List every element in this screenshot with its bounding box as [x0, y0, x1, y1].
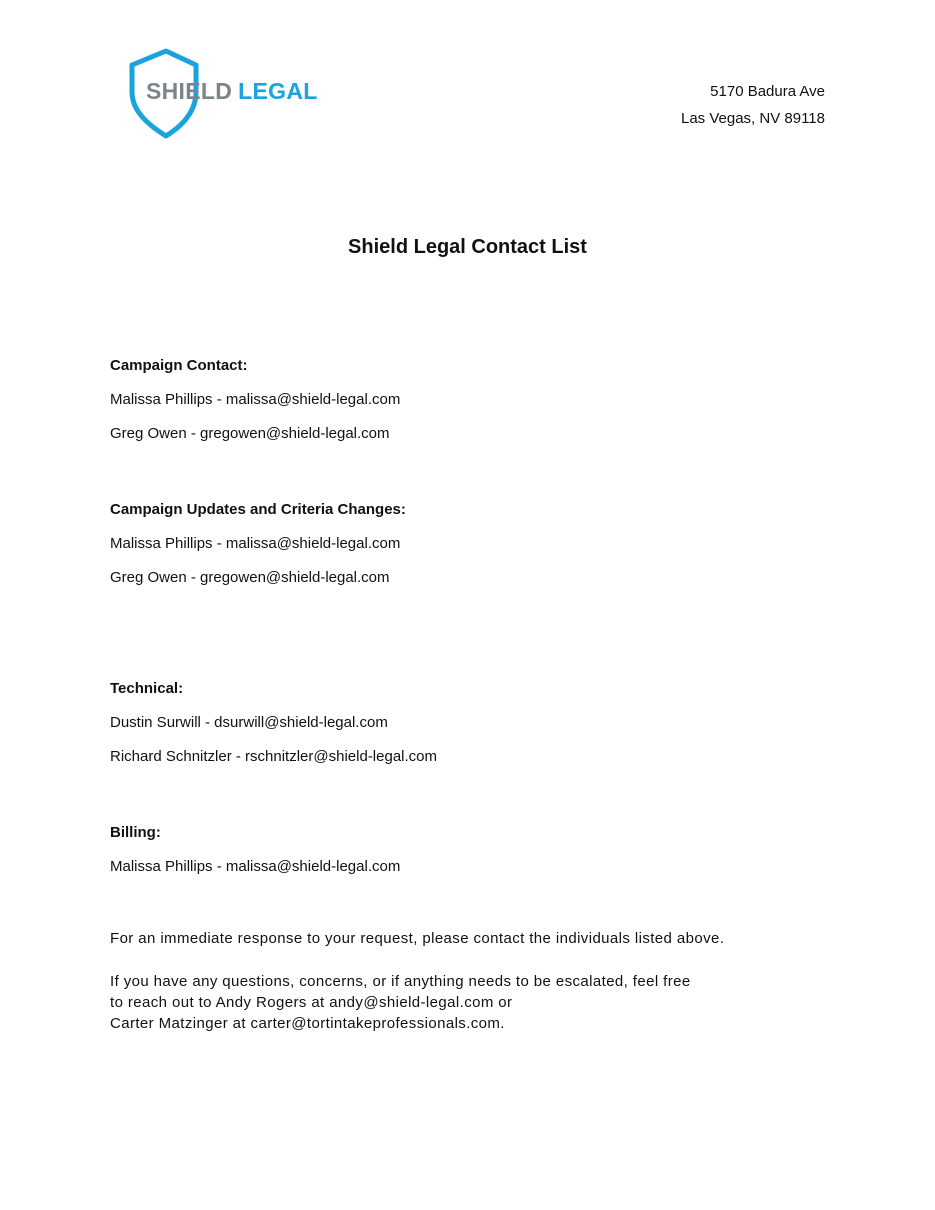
escalation-line: Carter Matzinger at carter@tortintakeprofessionals.com. — [110, 1015, 505, 1032]
address-line-street: 5170 Badura Ave — [710, 83, 825, 100]
contact-line: Malissa Phillips - malissa@shield-legal.com — [110, 858, 401, 875]
logo-word-legal: LEGAL — [238, 78, 318, 104]
address-line-city: Las Vegas, NV 89118 — [681, 110, 825, 127]
response-note: For an immediate response to your request, please contact the individuals listed above. — [110, 930, 725, 947]
section-technical — [110, 680, 437, 782]
contact-line: Dustin Surwill - dsurwill@shield-legal.com — [110, 714, 388, 731]
escalation-line: to reach out to Andy Rogers at andy@shield-legal.com or — [110, 994, 513, 1011]
section-heading: Campaign Updates and Criteria Changes: — [110, 501, 406, 518]
section-billing — [110, 824, 400, 892]
contact-line: Malissa Phillips - malissa@shield-legal.com — [110, 535, 401, 552]
company-address — [681, 78, 825, 132]
section-campaign-updates — [110, 501, 406, 603]
contact-line: Greg Owen - gregowen@shield-legal.com — [110, 425, 390, 442]
contact-line: Richard Schnitzler - rschnitzler@shield-legal.com — [110, 748, 438, 765]
escalation-line: If you have any questions, concerns, or if anything needs to be escalated, feel free — [110, 973, 691, 990]
logo-wordmark — [146, 78, 318, 105]
company-logo — [128, 48, 318, 140]
escalation-note — [110, 971, 691, 1034]
page-title: Shield Legal Contact List — [348, 236, 587, 258]
contact-line: Greg Owen - gregowen@shield-legal.com — [110, 569, 390, 586]
section-heading: Billing: — [110, 824, 161, 841]
contact-line: Malissa Phillips - malissa@shield-legal.com — [110, 391, 401, 408]
section-campaign-contact — [110, 357, 400, 459]
section-heading: Technical: — [110, 680, 184, 697]
logo-word-shield: SHIELD — [146, 78, 233, 104]
section-heading: Campaign Contact: — [110, 357, 248, 374]
